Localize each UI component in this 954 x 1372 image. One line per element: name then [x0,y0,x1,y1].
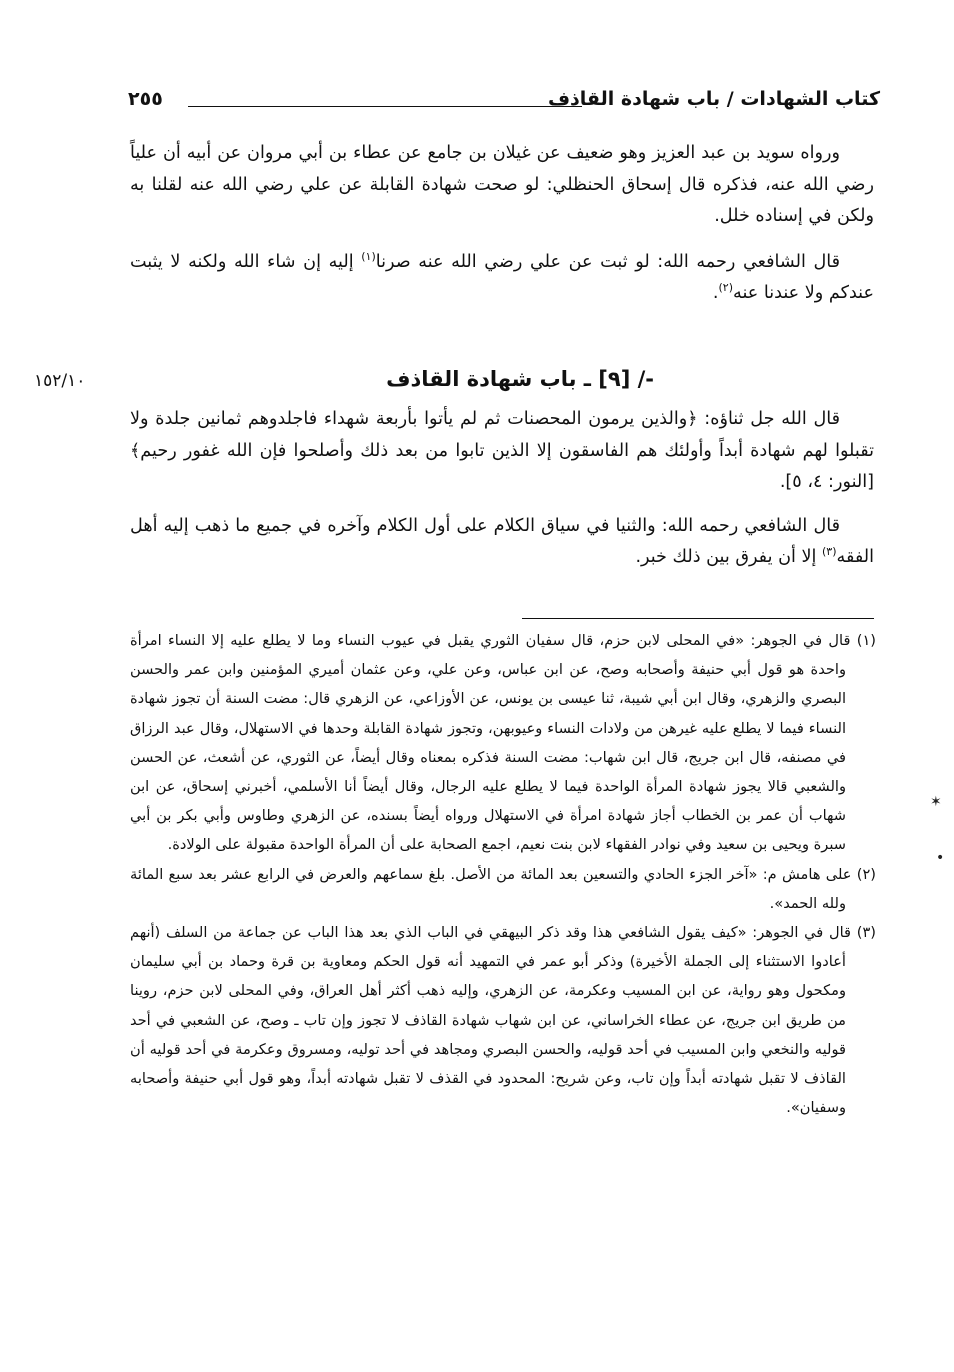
footnote-ref-2[interactable]: (٢) [718,281,734,295]
paragraph-2 [130,247,874,310]
paragraph-4-start: قال الشافعي رحمه الله: والثنيا في سياق الكلام على أول الكلام وآخره في جميع ما ذهب إليه أهل الفقه [130,515,874,567]
footnote-ref-3[interactable]: (٣) [822,545,837,559]
main-text-bottom [130,404,874,574]
ink-speck: • [936,850,945,866]
footnote-1: (١) قال في الجوهر: «في المحلى لابن حزم، قال سفيان الثوري يقبل في عيوب النساء وما لا يطلع عليه إلا النساء امرأة واحدة هو قول أبي حنيفة وأصحابه وصح، عن ابن عباس، وعن علي، وعن عثمان أميري المؤمنين وابن عمر والحسن البصري والزهري، وقال ابن أبي شيبة، ثنا عيسى بن يونس، عن الأوزاعي، عن الزهري قال: مضت السنة أن تجوز شهادة النساء فيما لا يطلع عليه غيرهن من ولادات النساء وعيوبهن، وتجوز شهادة القابلة وحدها في الاستهلال، وقال عبد الرزاق في مصنفه، قال ابن جريج، قال ابن شهاب: مضت السنة فذكره بمعناه وقال أيضاً، عن الثوري، عن أشعث، عن الحسن والشعبي قالا يجوز شهادة المرأة الواحدة فيما لا يطلع عليه الرجال، وقال أيضاً أنا الأسلمي، أخبرني إسحاق، عن ابن شهاب أن عمر بن الخطاب أجاز شهادة امرأة في الاستهلال ورواه أيضاً بسنده، عن الزهري وطاوس وأبي بكر بن أبي سبرة ويحيى بن سعيد وفي نوادر الفقهاء لابن بنت نعيم، اجمع الصحابة على أن المرأة الواحدة مقبولة على الولادة. [130,632,876,854]
paragraph-2-end: . [712,283,719,303]
margin-reference: ١٥٢/١٠ [34,371,86,391]
paragraph-2-middle: إليه إن شاء الله ولكنه لا يثبت عندكم ولا عندنا عنه [130,251,874,303]
ink-speck: ✶ [930,794,942,810]
paragraph-3: قال الله جل ثناؤه: ﴿والذين يرمون المحصنات ثم لم يأتوا بأربعة شهداء فاجلدوهم ثمانين جلدة ولا تقبلوا لهم شهادة أبداً وأولئك هم الفاسقون إلا الذين تابوا من بعد ذلك وأصلحوا فإن الله غفور رحيم﴾ [النور: ٤، ٥]. [130,409,874,492]
paragraph-2-start: قال الشافعي رحمه الله: لو ثبت عن علي رضي الله عنه صرنا [375,251,841,272]
footnote-3: (٣) قال في الجوهر: «كيف يقول الشافعي هذا وقد ذكر البيهقي في الباب الذي بعد هذا الباب عن جماعة من السلف (أنهم أعادوا الاستثناء إلى الجملة الأخيرة) وذكر أبو عمر في التمهيد أنه قول الحكم ومعاوية بن قرة وحماد بن أبي سليمان ومكحول وهو رواية، عن ابن المسيب وعكرمة، عن الزهري، وإليه ذهب أكثر أهل العراق، وفي المحلى لابن حزم، روينا من طريق ابن جريج، عن عطاء الخراساني، عن ابن شهاب شهادة القاذف لا تجوز وإن تاب ـ وصح، عن الشعبي في أحد قوليه والنخعي وابن المسيب في أحد قوليه، والحسن البصري ومجاهد في أحد توليه، ومسروق وعكرمة في أحد قوليه أن القاذف لا تقبل شهادته أبداً وإن تاب، وعن شريح: المحدود في القذف لا تقبل شهادته أبداً، وهو قول أبي حنيفة وأصحابه وسفيان». [130,924,876,1117]
paragraph-4 [130,511,874,574]
chapter-heading: -/ [٩] ـ باب شهادة القاذف [386,367,654,391]
main-text-top [130,138,874,310]
running-header [128,84,880,118]
footnote-ref-1[interactable]: (١) [361,249,376,263]
footnote-2: (٢) على هامش م: «آخر الجزء الحادي والتسعين بعد المائة من الأصل. بلغ سماعهم والعرض في الرابع عشر بعد سبع المائة ولله الحمد». [130,865,876,912]
footnotes [130,626,876,1122]
paragraph-4-end: إلا أن يفرق بين ذلك خبر. [635,547,822,567]
page-number: ٢٥٥ [128,88,163,110]
header-rule [188,106,582,107]
paragraph-1: ورواه سويد بن عبد العزيز وهو ضعيف عن غيلان بن جامع عن عطاء بن أبي مروان عن أبيه أن علياً رضي الله عنه، فذكره قال إسحاق الحنظلي: لو صحت شهادة القابلة عن علي رضي الله عنه لقلنا به ولكن في إسناده خلل. [130,143,874,226]
footnote-separator [522,618,874,619]
header-title: كتاب الشهادات / باب شهادة القاذف [547,88,880,110]
